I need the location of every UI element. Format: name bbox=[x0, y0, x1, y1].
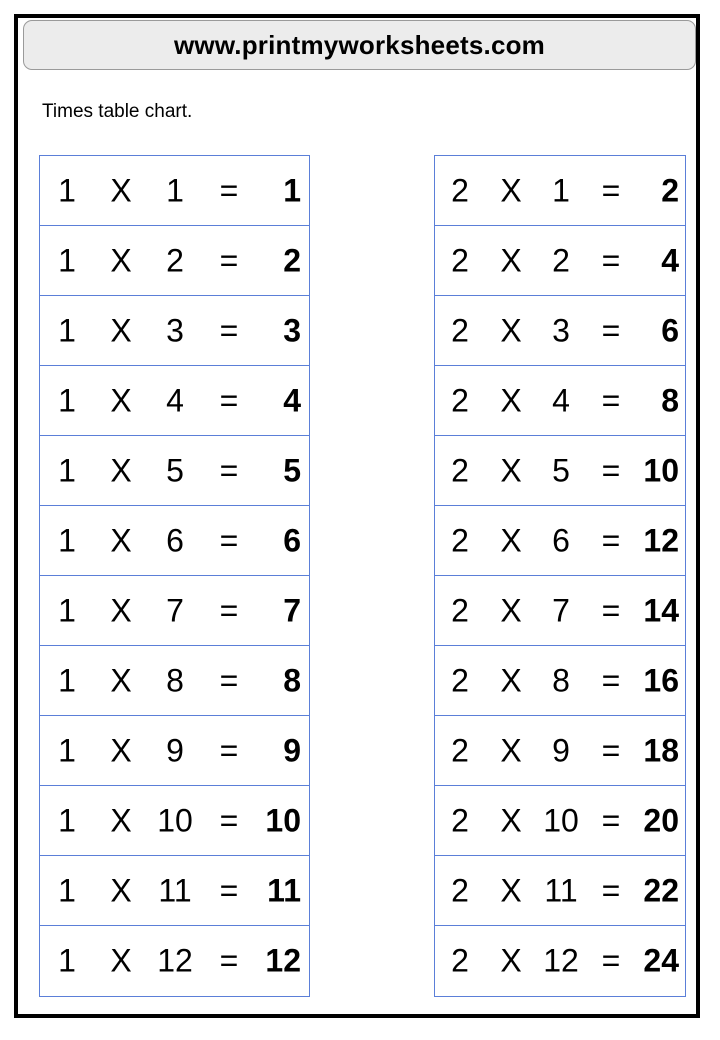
equals-sign: = bbox=[601, 732, 621, 768]
multiplicand: 1 bbox=[58, 872, 76, 908]
product: 18 bbox=[643, 732, 679, 768]
multiplier: 6 bbox=[552, 522, 570, 558]
multiplicand: 1 bbox=[58, 312, 76, 348]
times-sign: X bbox=[500, 312, 522, 348]
multiplicand: 1 bbox=[58, 662, 76, 698]
product: 2 bbox=[283, 242, 301, 278]
multiplier: 12 bbox=[157, 942, 193, 979]
times-sign: X bbox=[500, 172, 522, 208]
times-sign: X bbox=[500, 242, 522, 278]
product: 8 bbox=[661, 382, 679, 418]
product: 12 bbox=[643, 522, 679, 558]
product: 1 bbox=[283, 172, 301, 208]
times-sign: X bbox=[110, 942, 132, 979]
times-sign: X bbox=[500, 942, 522, 979]
multiplier: 1 bbox=[552, 172, 570, 208]
equals-sign: = bbox=[219, 312, 239, 348]
multiplier: 5 bbox=[166, 452, 184, 488]
equals-sign: = bbox=[219, 732, 239, 768]
equals-sign: = bbox=[601, 662, 621, 698]
times-sign: X bbox=[500, 452, 522, 488]
product: 20 bbox=[643, 802, 679, 838]
equals-sign: = bbox=[219, 382, 239, 418]
table-row bbox=[40, 646, 309, 716]
multiplier: 8 bbox=[166, 662, 184, 698]
equals-sign: = bbox=[601, 452, 621, 488]
times-sign: X bbox=[500, 802, 522, 838]
product: 6 bbox=[661, 312, 679, 348]
multiplicand: 2 bbox=[451, 662, 469, 698]
multiplicand: 2 bbox=[451, 732, 469, 768]
multiplicand: 1 bbox=[58, 592, 76, 628]
table-row bbox=[435, 856, 685, 926]
multiplier: 9 bbox=[166, 732, 184, 768]
product: 24 bbox=[643, 942, 679, 979]
times-sign: X bbox=[500, 382, 522, 418]
table-row bbox=[435, 506, 685, 576]
times-sign: X bbox=[500, 732, 522, 768]
times-sign: X bbox=[110, 382, 132, 418]
table-row bbox=[40, 156, 309, 226]
table-row bbox=[40, 926, 309, 996]
equals-sign: = bbox=[219, 242, 239, 278]
table-row bbox=[435, 296, 685, 366]
multiplier: 2 bbox=[166, 242, 184, 278]
multiplicand: 1 bbox=[58, 172, 76, 208]
multiplier: 7 bbox=[552, 592, 570, 628]
multiplicand: 1 bbox=[58, 522, 76, 558]
site-url: www.printmyworksheets.com bbox=[173, 29, 546, 60]
multiplicand: 1 bbox=[58, 382, 76, 418]
table-row bbox=[435, 576, 685, 646]
times-sign: X bbox=[110, 242, 132, 278]
multiplicand: 2 bbox=[451, 942, 469, 979]
times-sign: X bbox=[110, 802, 132, 838]
multiplier: 6 bbox=[166, 522, 184, 558]
multiplicand: 2 bbox=[451, 312, 469, 348]
multiplier: 5 bbox=[552, 452, 570, 488]
multiplier: 3 bbox=[166, 312, 184, 348]
site-header-banner bbox=[23, 20, 696, 70]
table-row bbox=[40, 436, 309, 506]
times-sign: X bbox=[110, 522, 132, 558]
equals-sign: = bbox=[601, 942, 621, 979]
product: 3 bbox=[283, 312, 301, 348]
times-sign: X bbox=[110, 592, 132, 628]
multiplicand: 1 bbox=[58, 802, 76, 838]
product: 4 bbox=[283, 382, 301, 418]
product: 6 bbox=[283, 522, 301, 558]
multiplier: 12 bbox=[543, 942, 579, 979]
times-sign: X bbox=[110, 872, 132, 908]
equals-sign: = bbox=[601, 592, 621, 628]
page-subtitle: Times table chart. bbox=[42, 101, 193, 122]
table-row bbox=[435, 156, 685, 226]
multiplier: 1 bbox=[166, 172, 184, 208]
multiplier: 10 bbox=[543, 802, 579, 838]
table-row bbox=[40, 716, 309, 786]
table-row bbox=[435, 226, 685, 296]
multiplier: 11 bbox=[544, 872, 578, 908]
multiplicand: 2 bbox=[451, 592, 469, 628]
equals-sign: = bbox=[219, 592, 239, 628]
table-row bbox=[40, 296, 309, 366]
multiplicand: 2 bbox=[451, 872, 469, 908]
times-sign: X bbox=[500, 872, 522, 908]
table-row bbox=[40, 786, 309, 856]
product: 7 bbox=[283, 592, 301, 628]
table-row bbox=[40, 856, 309, 926]
table-row bbox=[40, 506, 309, 576]
equals-sign: = bbox=[219, 452, 239, 488]
table-row bbox=[435, 716, 685, 786]
equals-sign: = bbox=[219, 662, 239, 698]
equals-sign: = bbox=[601, 172, 621, 208]
product: 2 bbox=[661, 172, 679, 208]
multiplier: 10 bbox=[157, 802, 193, 838]
product: 9 bbox=[283, 732, 301, 768]
multiplicand: 2 bbox=[451, 242, 469, 278]
table-row bbox=[40, 226, 309, 296]
product: 12 bbox=[265, 942, 301, 979]
multiplicand: 2 bbox=[451, 172, 469, 208]
multiplier: 4 bbox=[552, 382, 570, 418]
multiplier: 2 bbox=[552, 242, 570, 278]
equals-sign: = bbox=[219, 802, 239, 838]
equals-sign: = bbox=[219, 522, 239, 558]
equals-sign: = bbox=[219, 942, 239, 979]
times-sign: X bbox=[110, 312, 132, 348]
equals-sign: = bbox=[601, 872, 621, 908]
multiplier: 4 bbox=[166, 382, 184, 418]
multiplicand: 1 bbox=[58, 942, 76, 979]
product: 8 bbox=[283, 662, 301, 698]
multiplier: 7 bbox=[166, 592, 184, 628]
equals-sign: = bbox=[219, 172, 239, 208]
multiplier: 3 bbox=[552, 312, 570, 348]
product: 14 bbox=[643, 592, 679, 628]
times-sign: X bbox=[110, 662, 132, 698]
times-table-1 bbox=[39, 155, 310, 997]
times-sign: X bbox=[110, 452, 132, 488]
table-row bbox=[435, 366, 685, 436]
multiplicand: 1 bbox=[58, 242, 76, 278]
equals-sign: = bbox=[601, 802, 621, 838]
times-sign: X bbox=[500, 522, 522, 558]
table-row bbox=[435, 926, 685, 996]
product: 5 bbox=[283, 452, 301, 488]
product: 4 bbox=[661, 242, 679, 278]
multiplicand: 2 bbox=[451, 802, 469, 838]
equals-sign: = bbox=[601, 312, 621, 348]
table-row bbox=[435, 436, 685, 506]
product: 22 bbox=[643, 872, 679, 908]
product: 10 bbox=[643, 452, 679, 488]
multiplier: 9 bbox=[552, 732, 570, 768]
multiplicand: 2 bbox=[451, 452, 469, 488]
table-row bbox=[435, 786, 685, 856]
product: 10 bbox=[265, 802, 301, 838]
table-row bbox=[435, 646, 685, 716]
times-sign: X bbox=[500, 662, 522, 698]
times-sign: X bbox=[500, 592, 522, 628]
multiplicand: 2 bbox=[451, 522, 469, 558]
multiplicand: 1 bbox=[58, 452, 76, 488]
table-row bbox=[40, 366, 309, 436]
multiplier: 8 bbox=[552, 662, 570, 698]
multiplicand: 2 bbox=[451, 382, 469, 418]
multiplier: 11 bbox=[158, 872, 192, 908]
table-row bbox=[40, 576, 309, 646]
product: 11 bbox=[267, 872, 301, 908]
times-table-2 bbox=[434, 155, 686, 997]
product: 16 bbox=[643, 662, 679, 698]
times-sign: X bbox=[110, 732, 132, 768]
equals-sign: = bbox=[219, 872, 239, 908]
equals-sign: = bbox=[601, 242, 621, 278]
times-sign: X bbox=[110, 172, 132, 208]
equals-sign: = bbox=[601, 522, 621, 558]
equals-sign: = bbox=[601, 382, 621, 418]
multiplicand: 1 bbox=[58, 732, 76, 768]
